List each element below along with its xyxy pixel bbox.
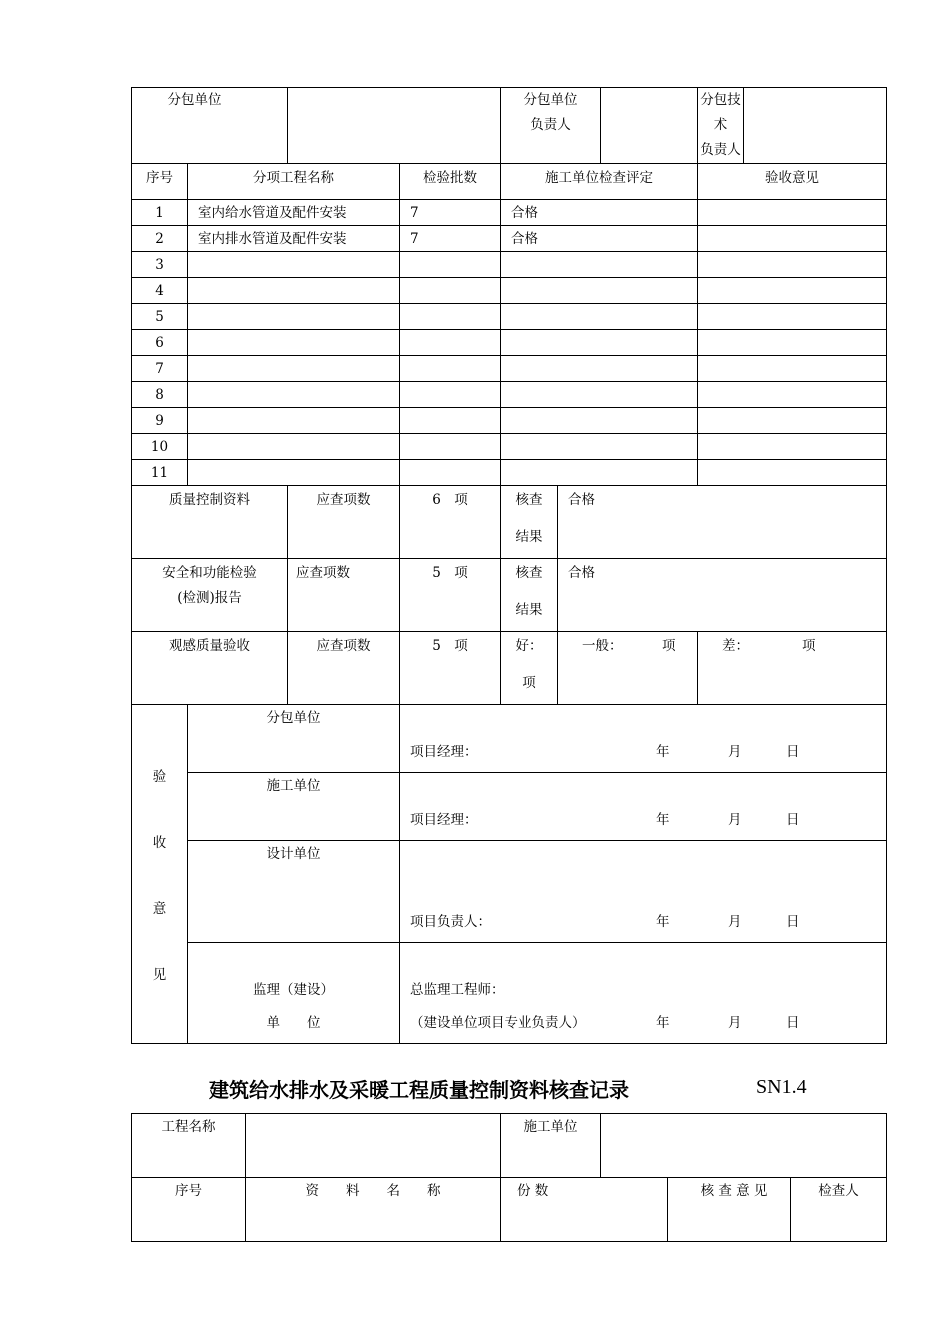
appearance-normal-label: 一般： <box>582 638 623 654</box>
opinion-side-char: 收 <box>152 835 167 851</box>
table-row <box>132 408 887 434</box>
table-row <box>132 200 887 226</box>
row-no: 9 <box>132 408 188 434</box>
day-label: 日 <box>786 744 800 760</box>
row-batches[interactable] <box>400 460 501 486</box>
opinion-contractor-row <box>132 773 887 841</box>
supervisor-label-line1: 监理（建设） <box>253 982 334 998</box>
sub-unit-lead-value[interactable] <box>601 88 698 164</box>
safety-result[interactable]: 合格 <box>558 559 887 632</box>
date-fields <box>656 1011 876 1036</box>
row-eval[interactable]: 合格 <box>501 226 698 252</box>
safety-label <box>132 559 288 632</box>
row-acceptance[interactable] <box>698 278 887 304</box>
row-acceptance[interactable] <box>698 356 887 382</box>
row-eval[interactable] <box>501 460 698 486</box>
row-acceptance[interactable] <box>698 252 887 278</box>
form-code: SN1.4 <box>756 1076 807 1098</box>
col-acceptance: 验收意见 <box>698 164 887 200</box>
row-no: 3 <box>132 252 188 278</box>
col-item-name: 分项工程名称 <box>188 164 400 200</box>
row-eval[interactable] <box>501 278 698 304</box>
appearance-count[interactable]: 5 项 <box>400 632 501 705</box>
row-no: 5 <box>132 304 188 330</box>
opinion-sub-unit-label: 分包单位 <box>188 705 400 773</box>
project-row <box>132 1114 887 1178</box>
date-fields <box>656 808 876 833</box>
appearance-good[interactable] <box>501 632 558 705</box>
table-row <box>132 278 887 304</box>
row-item-name[interactable] <box>188 278 400 304</box>
sub-unit-lead-label-line1: 分包单位 <box>523 92 578 108</box>
appearance-label: 观感质量验收 <box>132 632 288 705</box>
header-row <box>132 88 887 164</box>
row-acceptance[interactable] <box>698 200 887 226</box>
column-header-row <box>132 164 887 200</box>
row-acceptance[interactable] <box>698 226 887 252</box>
month-label: 月 <box>728 1015 742 1031</box>
opinion-designer-sign[interactable] <box>400 841 887 943</box>
table-row <box>132 304 887 330</box>
row-no: 11 <box>132 460 188 486</box>
row-acceptance[interactable] <box>698 460 887 486</box>
page-title: 建筑给水排水及采暖工程质量控制资料核查记录 <box>209 1078 629 1102</box>
year-label: 年 <box>656 744 670 760</box>
safety-row <box>132 559 887 632</box>
sub-unit-value[interactable] <box>288 88 501 164</box>
qc-result[interactable]: 合格 <box>558 486 887 559</box>
appearance-poor-label: 差： <box>722 638 749 654</box>
appearance-poor-unit: 项 <box>802 638 816 654</box>
safety-check-line2: 结果 <box>515 602 543 618</box>
row-eval[interactable] <box>501 434 698 460</box>
opinion-supervisor-sign[interactable] <box>400 943 887 1044</box>
appearance-normal-unit: 项 <box>662 638 676 654</box>
sub-tech-lead-label-line2: 负责人 <box>700 142 741 158</box>
table-row <box>132 226 887 252</box>
sub-tech-lead-label <box>698 88 744 164</box>
sub-tech-lead-value[interactable] <box>744 88 887 164</box>
safety-label-line1: 安全和功能检验 <box>162 565 257 581</box>
row-acceptance[interactable] <box>698 304 887 330</box>
row-batches[interactable] <box>400 330 501 356</box>
month-label: 月 <box>728 914 742 930</box>
opinion-contractor-label: 施工单位 <box>188 773 400 841</box>
row-eval[interactable] <box>501 382 698 408</box>
row-no: 2 <box>132 226 188 252</box>
row-batches[interactable] <box>400 434 501 460</box>
row-item-name[interactable] <box>188 382 400 408</box>
opinion-supervisor-row <box>132 943 887 1044</box>
qc-check-line1: 核查 <box>515 492 543 508</box>
row-eval[interactable] <box>501 304 698 330</box>
sub-unit-lead-label-line2: 负责人 <box>530 117 571 133</box>
signer-label: 项目经理： <box>410 812 478 828</box>
table-row <box>132 382 887 408</box>
appearance-good-unit: 项 <box>522 675 536 691</box>
table-row <box>132 460 887 486</box>
safety-check-label <box>501 559 558 632</box>
col-batch-count: 检验批数 <box>400 164 501 200</box>
row-acceptance[interactable] <box>698 330 887 356</box>
opinion-sub-unit-sign[interactable] <box>400 705 887 773</box>
row-no: 1 <box>132 200 188 226</box>
row-batches[interactable] <box>400 304 501 330</box>
project-name-label: 工程名称 <box>132 1114 246 1178</box>
row-no: 4 <box>132 278 188 304</box>
opinion-designer-row <box>132 841 887 943</box>
month-label: 月 <box>728 744 742 760</box>
signature-line <box>400 808 886 833</box>
appearance-good-label: 好： <box>515 638 543 654</box>
row-item-name[interactable] <box>188 460 400 486</box>
opinion-side-label <box>132 705 188 1044</box>
table-row <box>132 434 887 460</box>
row-acceptance[interactable] <box>698 434 887 460</box>
opinion-sub-unit-row <box>132 705 887 773</box>
row-eval[interactable] <box>501 252 698 278</box>
opinion-side-char: 验 <box>152 769 167 785</box>
col-doc-name: 资 料 名 称 <box>246 1178 501 1242</box>
qc-req-label: 应查项数 <box>288 486 400 559</box>
day-label: 日 <box>786 1015 800 1031</box>
qc-check-line2: 结果 <box>515 529 543 545</box>
row-item-name[interactable] <box>188 330 400 356</box>
row-item-name[interactable]: 室内给水管道及配件安装 <box>188 200 400 226</box>
day-label: 日 <box>786 812 800 828</box>
supervisor-signer-1: 总监理工程师： <box>410 982 505 998</box>
opinion-supervisor-label <box>188 943 400 1044</box>
date-fields <box>656 740 876 765</box>
opinion-side-char: 意 <box>152 901 167 917</box>
table-row <box>132 252 887 278</box>
row-batches[interactable] <box>400 408 501 434</box>
sub-unit-lead-label <box>501 88 601 164</box>
row-no: 7 <box>132 356 188 382</box>
appearance-row <box>132 632 887 705</box>
col-contractor-eval: 施工单位检查评定 <box>501 164 698 200</box>
appearance-normal[interactable] <box>558 632 698 705</box>
row-eval[interactable] <box>501 356 698 382</box>
safety-req-label: 应查项数 <box>288 559 400 632</box>
quality-control-row <box>132 486 887 559</box>
opinion-designer-label: 设计单位 <box>188 841 400 943</box>
date-fields <box>656 910 876 935</box>
row-item-name[interactable] <box>188 408 400 434</box>
sub-tech-lead-label-line1: 分包技术 <box>700 92 741 133</box>
row-eval[interactable] <box>501 408 698 434</box>
contractor-value[interactable] <box>601 1114 887 1178</box>
qc-label: 质量控制资料 <box>132 486 288 559</box>
row-acceptance[interactable] <box>698 382 887 408</box>
row-batches[interactable] <box>400 356 501 382</box>
table-row <box>132 330 887 356</box>
col-inspector: 检查人 <box>791 1178 887 1242</box>
row-no: 8 <box>132 382 188 408</box>
table-row <box>132 356 887 382</box>
opinion-side-char: 见 <box>152 967 167 983</box>
appearance-poor[interactable] <box>698 632 887 705</box>
signature-line <box>400 1011 886 1036</box>
signature-line <box>400 740 886 765</box>
row-batches[interactable] <box>400 252 501 278</box>
month-label: 月 <box>728 812 742 828</box>
row-item-name[interactable] <box>188 252 400 278</box>
row-eval[interactable]: 合格 <box>501 200 698 226</box>
col-opinion <box>668 1178 791 1242</box>
col-seq: 序号 <box>132 164 188 200</box>
row-batches[interactable] <box>400 382 501 408</box>
subproject-acceptance-table <box>131 87 887 1044</box>
safety-check-line1: 核查 <box>515 565 543 581</box>
qc-count[interactable]: 6 项 <box>400 486 501 559</box>
sub-unit-label: 分包单位 <box>132 88 288 164</box>
col-opinion-text: 核 查 意 见 <box>700 1183 768 1199</box>
col-seq: 序号 <box>132 1178 246 1242</box>
row-batches[interactable] <box>400 278 501 304</box>
contractor-label: 施工单位 <box>501 1114 601 1178</box>
opinion-contractor-sign[interactable] <box>400 773 887 841</box>
column-header-row <box>132 1178 887 1242</box>
qc-check-label <box>501 486 558 559</box>
row-no: 6 <box>132 330 188 356</box>
safety-label-line2: (检测)报告 <box>177 590 242 606</box>
signature-line <box>400 910 886 935</box>
day-label: 日 <box>786 914 800 930</box>
row-item-name[interactable]: 室内排水管道及配件安装 <box>188 226 400 252</box>
row-item-name[interactable] <box>188 304 400 330</box>
col-copies: 份 数 <box>501 1178 668 1242</box>
quality-docs-check-table <box>131 1113 887 1242</box>
year-label: 年 <box>656 914 670 930</box>
year-label: 年 <box>656 1015 670 1031</box>
row-item-name[interactable] <box>188 356 400 382</box>
project-name-value[interactable] <box>246 1114 501 1178</box>
signer-label: 项目经理： <box>410 744 478 760</box>
row-eval[interactable] <box>501 330 698 356</box>
year-label: 年 <box>656 812 670 828</box>
row-batches[interactable]: 7 <box>400 200 501 226</box>
row-acceptance[interactable] <box>698 408 887 434</box>
row-item-name[interactable] <box>188 434 400 460</box>
signer-label: 项目负责人： <box>410 914 491 930</box>
row-batches[interactable]: 7 <box>400 226 501 252</box>
signer-label: （建设单位项目专业负责人） <box>410 1015 586 1031</box>
appearance-req-label: 应查项数 <box>288 632 400 705</box>
safety-count[interactable]: 5 项 <box>400 559 501 632</box>
supervisor-label-line2: 单 位 <box>266 1015 321 1031</box>
row-no: 10 <box>132 434 188 460</box>
